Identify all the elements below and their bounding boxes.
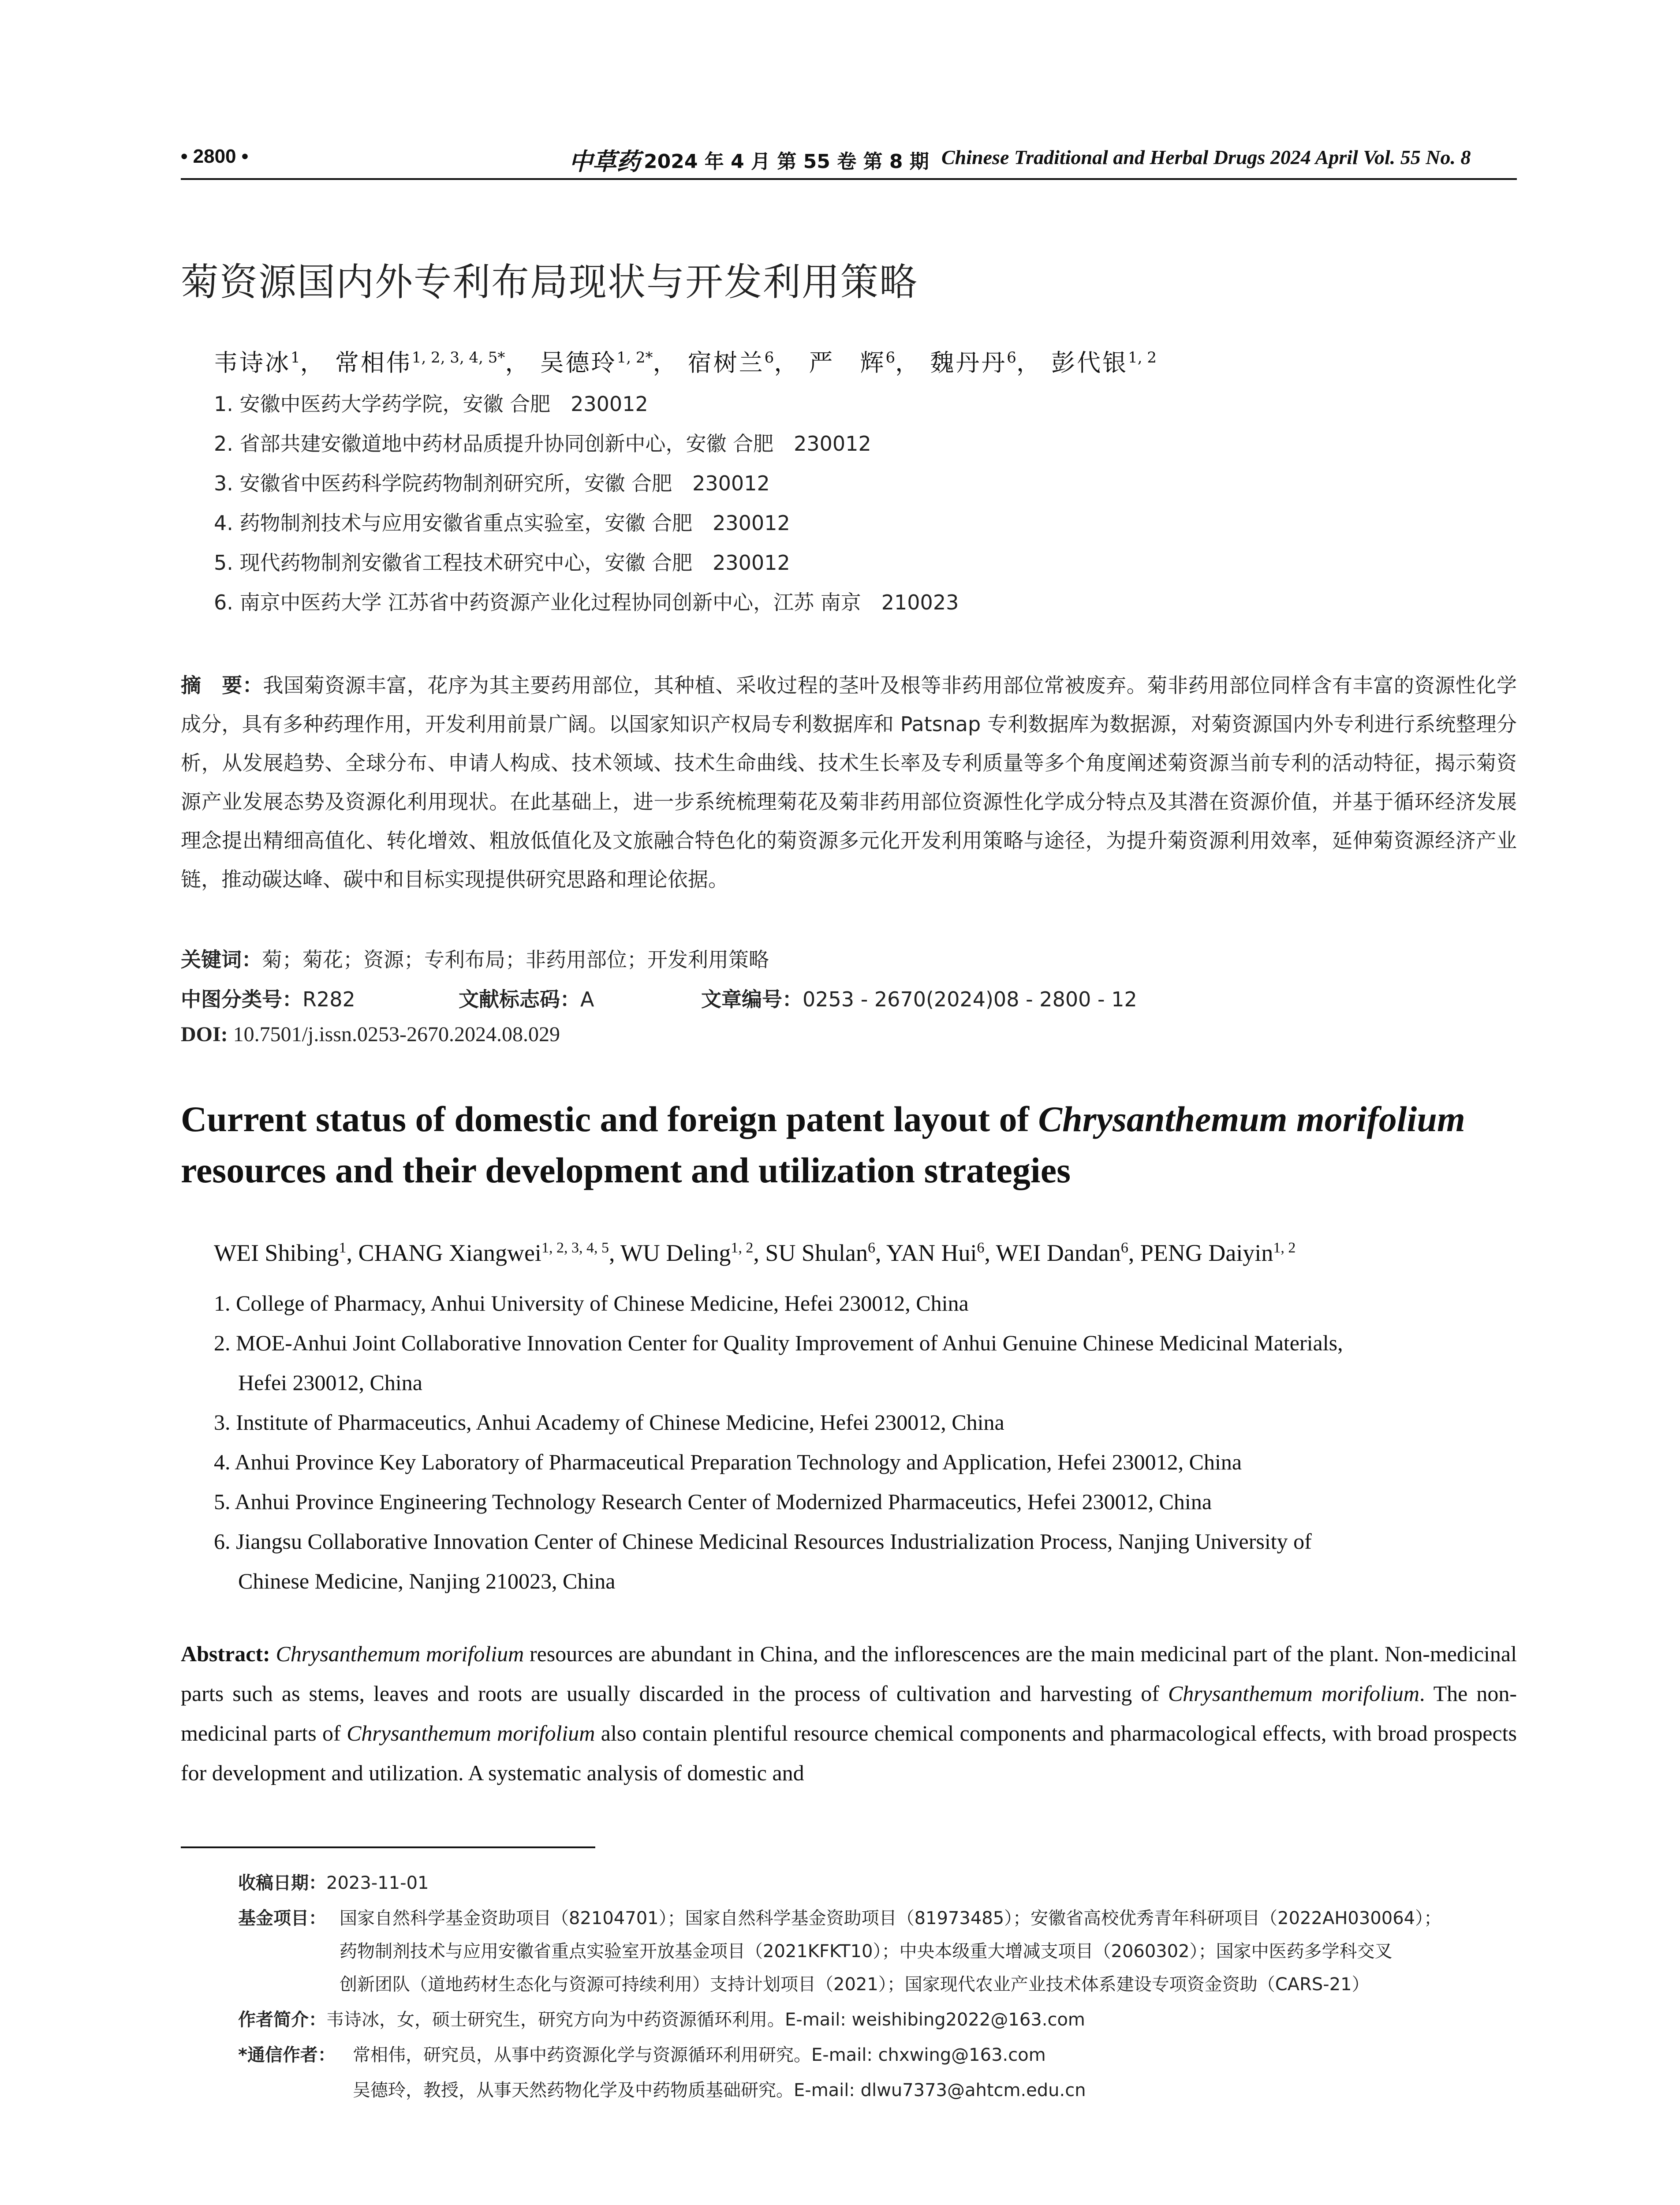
author-affiliation-mark: 6 — [885, 349, 896, 366]
author-name: 吴德玲 — [540, 349, 617, 377]
author-name: CHANG Xiangwei — [358, 1240, 541, 1266]
footnote-corr-line: 常相伟，研究员，从事中药资源化学与资源循环利用研究。E-mail: chxwing@163.com — [353, 2045, 1046, 2065]
abstract-text: . The non-medicinal parts of — [181, 1681, 1517, 1745]
author-affiliation-mark: 1 — [339, 1240, 347, 1256]
abstract-species: Chrysanthemum morifolium — [1168, 1681, 1419, 1706]
affiliation-cn: 1. 安徽中医药大学药学院，安徽 合肥 230012 — [214, 392, 648, 416]
footnote-corr-line: 吴德玲，教授，从事天然药物化学及中药物质基础研究。E-mail: dlwu7373@ahtcm.edu.cn — [353, 2080, 1086, 2100]
corr-label: *通信作者： — [238, 2045, 336, 2065]
abstract-label-cn: 摘 要： — [181, 673, 263, 697]
author-name: WEI Shibing — [214, 1240, 339, 1266]
affiliation-en-line: 4. Anhui Province Key Laboratory of Pharmaceutical Preparation Technology and Application, Hefei 230012, China — [214, 1450, 1242, 1474]
authors-cn: 韦诗冰$^1$， 常相伟$^{1, 2, 3, 4, 5*}$， 吴德玲$^{1, 2*}$， 宿树兰$^6$， 严 辉$^6$， 魏丹丹$^6$， 彭代银$^{1, 2}$ — [214, 349, 1157, 377]
authors-en: WEI Shibing$^1$, CHANG Xiangwei$^{1, 2, 3, 4, 5}$, WU Deling$^{1, 2}$, SU Shulan$^6$, YAN Hui$^6$, WEI Dandan$^6$, PENG Daiyin$^{1, 2}$ — [214, 1240, 1296, 1266]
clc-label: 中图分类号： — [181, 987, 302, 1011]
abstract-en — [181, 1634, 1517, 1793]
title-en-part1: Current status of domestic and foreign patent layout of — [181, 1099, 1038, 1139]
title-en-species: Chrysanthemum morifolium — [1038, 1099, 1465, 1139]
author-name: 彭代银 — [1051, 349, 1128, 377]
abstract-label-en: Abstract: — [181, 1641, 270, 1666]
affiliation-en — [214, 1283, 1519, 1323]
clc-value: R282 — [302, 987, 355, 1011]
journal-name-cn: 中草药 — [569, 147, 640, 176]
article-number — [701, 983, 1137, 1013]
author-name: 魏丹丹 — [930, 349, 1007, 377]
affiliation-en — [214, 1442, 1519, 1482]
author-name: 严 辉 — [809, 349, 886, 377]
doi-value: 10.7501/j.issn.0253-2670.2024.08.029 — [233, 1023, 560, 1046]
title-en — [181, 1094, 1521, 1196]
footnote-fund-line: 国家自然科学基金资助项目（82104701）；国家自然科学基金资助项目（81973485）；安徽省高校优秀青年科研项目（2022AH030064）； — [340, 1908, 1442, 1928]
keywords-cn — [181, 944, 769, 973]
affiliation-en-continuation: Chinese Medicine, Nanjing 210023, China — [238, 1569, 616, 1593]
author-affiliation-mark: 1, 2, 3, 4, 5* — [411, 349, 505, 366]
affiliation-en-line: 6. Jiangsu Collaborative Innovation Center of Chinese Medicinal Resources Industrialization Process, Nanjing University of — [214, 1529, 1312, 1554]
author-name: 常相伟 — [335, 349, 412, 377]
author-bio-label: 作者简介： — [238, 2010, 326, 2030]
issue-info-cn: 2024 年 4 月 第 55 卷 第 8 期 — [644, 150, 929, 173]
page-number: • 2800 • — [181, 146, 249, 167]
abstract-text: resources are abundant in China, and the inflorescences are the main medicinal part of the plant. Non-medicinal parts such as stems, leaves and roots are usually discarded in the process of cultivation and harvesting of — [181, 1641, 1517, 1706]
author-affiliation-mark: 1, 2 — [731, 1240, 754, 1256]
affiliation-en-line: 5. Anhui Province Engineering Technology Research Center of Modernized Pharmaceutics, Hefei 230012, China — [214, 1489, 1212, 1514]
author-name: WEI Dandan — [996, 1240, 1121, 1266]
doc-code — [459, 983, 594, 1013]
author-name: PENG Daiyin — [1140, 1240, 1273, 1266]
issue-info-en: Chinese Traditional and Herbal Drugs 2024 April Vol. 55 No. 8 — [941, 146, 1471, 168]
author-bio: 韦诗冰，女，硕士研究生，研究方向为中药资源循环利用。E-mail: weishibing2022@163.com — [326, 2010, 1085, 2030]
author-affiliation-mark: 6 — [977, 1240, 985, 1256]
running-header — [181, 146, 1517, 180]
affiliation-cn: 5. 现代药物制剂安徽省工程技术研究中心，安徽 合肥 230012 — [214, 551, 790, 575]
author-affiliation-mark: 1, 2 — [1128, 349, 1157, 366]
affiliation-en-line: 3. Institute of Pharmaceutics, Anhui Academy of Chinese Medicine, Hefei 230012, China — [214, 1410, 1004, 1435]
author-name: SU Shulan — [765, 1240, 868, 1266]
affiliation-cn: 6. 南京中医药大学 江苏省中药资源产业化过程协同创新中心，江苏 南京 210023 — [214, 590, 959, 614]
doccode-value: A — [580, 987, 594, 1011]
author-affiliation-mark: 1, 2, 3, 4, 5 — [541, 1240, 609, 1256]
fund-label: 基金项目： — [238, 1908, 326, 1928]
author-name: WU Deling — [620, 1240, 731, 1266]
footnote-corr-label — [238, 2040, 336, 2070]
author-affiliation-mark: 1, 2* — [616, 349, 653, 366]
author-affiliation-mark: 6 — [764, 349, 774, 366]
header-rule — [181, 178, 1517, 180]
doi-label: DOI: — [181, 1023, 228, 1046]
doccode-label: 文献标志码： — [459, 987, 580, 1011]
affiliation-en — [214, 1482, 1519, 1521]
affiliation-en — [214, 1402, 1519, 1442]
author-affiliation-mark: 6 — [1007, 349, 1016, 366]
author-name: 宿树兰 — [687, 349, 765, 377]
abstract-text: also contain plentiful resource chemical components and pharmacological effects, with broad prospects for development and utilization. A systematic analysis of domestic and — [181, 1721, 1517, 1785]
keywords-label: 关键词： — [181, 948, 262, 972]
articleno-label: 文章编号： — [701, 987, 803, 1011]
author-affiliation-mark: 1 — [291, 349, 300, 366]
author-name: YAN Hui — [886, 1240, 977, 1266]
received-date: 2023-11-01 — [326, 1873, 429, 1893]
affiliation-cn: 4. 药物制剂技术与应用安徽省重点实验室，安徽 合肥 230012 — [214, 511, 790, 535]
title-en-part2: resources and their development and utilization strategies — [181, 1150, 1071, 1190]
footnote-received — [238, 1868, 429, 1899]
affiliation-en-line: 2. MOE-Anhui Joint Collaborative Innovation Center for Quality Improvement of Anhui Genuine Chinese Medicinal Materials, — [214, 1330, 1343, 1355]
affiliation-cn: 3. 安徽省中医药科学院药物制剂研究所，安徽 合肥 230012 — [214, 471, 770, 495]
affiliation-en — [214, 1521, 1519, 1601]
abstract-cn — [181, 666, 1517, 899]
footnote-fund-line: 药物制剂技术与应用安徽省重点实验室开放基金项目（2021KFKT10）；中央本级重大增减支项目（2060302）；国家中医药多学科交叉 — [340, 1941, 1393, 1962]
author-affiliation-mark: 1, 2 — [1273, 1240, 1296, 1256]
keywords-text: 菊；菊花；资源；专利布局；非药用部位；开发利用策略 — [262, 948, 769, 972]
received-label: 收稿日期： — [238, 1873, 326, 1893]
footnote-author — [238, 2004, 1085, 2035]
abstract-species: Chrysanthemum morifolium — [347, 1721, 595, 1745]
affiliation-en — [214, 1323, 1519, 1402]
footnote-fund-line: 创新团队（道地药材生态化与资源可持续利用）支持计划项目（2021）；国家现代农业产业技术体系建设专项资金资助（CARS-21） — [340, 1974, 1370, 1995]
doi-line — [181, 1022, 560, 1046]
abstract-text-cn: 我国菊资源丰富，花序为其主要药用部位，其种植、采收过程的茎叶及根等非药用部位常被废弃。菊非药用部位同样含有丰富的资源性化学成分，具有多种药理作用，开发利用前景广阔。以国家知识产权局专利数据库和 Patsnap 专利数据库为数据源，对菊资源国内外专利进行系统整理分析，从发展趋势、全球分布、申请人构成、技术领域、技术生命曲线、技术生长率及专利质量等多个角度阐述菊资源当前专利的活动特征，揭示菊资源产业发展态势及资源化利用现状。在此基础上，进一步系统梳理菊花及菊非药用部位资源性化学成分特点及其潜在资源价值，并基于循环经济发展理念提出精细高值化、转化增效、粗放低值化及文旅融合特色化的菊资源多元化开发利用策略与途径，为提升菊资源利用效率，延伸菊资源经济产业链，推动碳达峰、碳中和目标实现提供研究思路和理论依据。 — [181, 673, 1517, 891]
author-name: 韦诗冰 — [214, 349, 291, 377]
affiliation-en-line: 1. College of Pharmacy, Anhui University of Chinese Medicine, Hefei 230012, China — [214, 1291, 969, 1316]
author-affiliation-mark: 6 — [867, 1240, 875, 1256]
abstract-species: Chrysanthemum morifolium — [276, 1641, 524, 1666]
footnote-rule — [181, 1846, 595, 1848]
articleno-value: 0253 - 2670(2024)08 - 2800 - 12 — [803, 987, 1137, 1011]
title-cn: 菊资源国内外专利布局现状与开发利用策略 — [181, 260, 918, 304]
affiliation-en-continuation: Hefei 230012, China — [238, 1370, 422, 1395]
author-affiliation-mark: 6 — [1120, 1240, 1128, 1256]
classification-line — [181, 983, 355, 1013]
footnote-fund-label — [238, 1903, 326, 1934]
affiliation-cn: 2. 省部共建安徽道地中药材品质提升协同创新中心，安徽 合肥 230012 — [214, 432, 871, 456]
